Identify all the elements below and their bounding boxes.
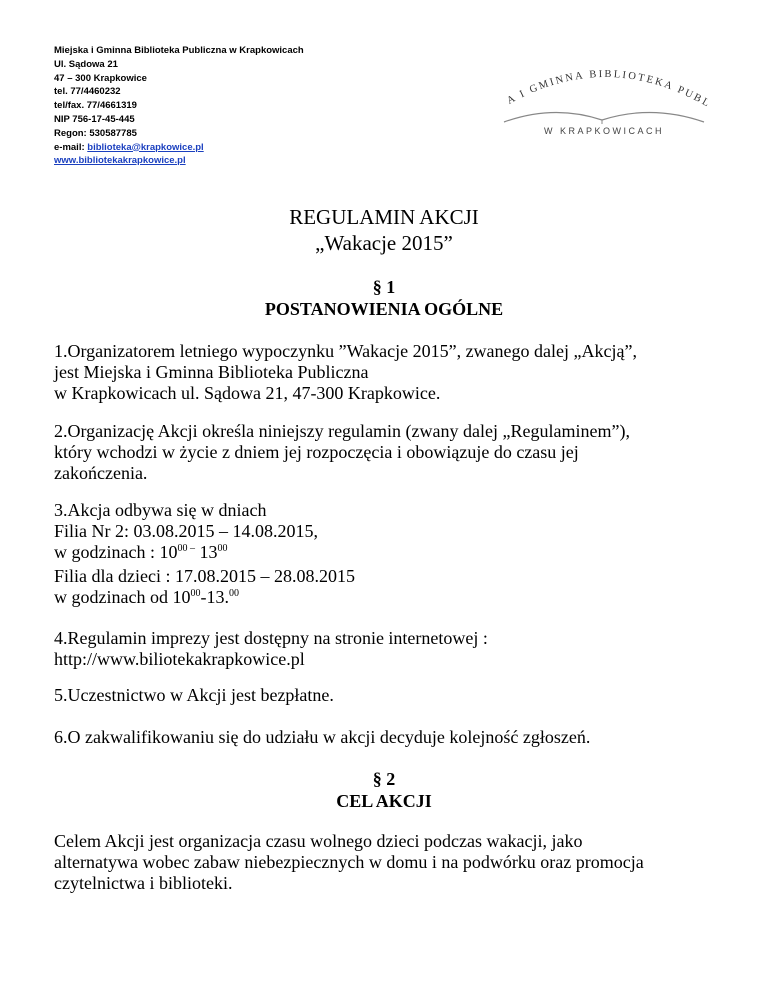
- paragraph-3-hours-1: w godzinach : $10^{00 -}$ $13^{00}$: [54, 542, 228, 562]
- regon: Regon: 530587785: [54, 127, 137, 139]
- library-name: Miejska i Gminna Biblioteka Publiczna w Krapkowicach: [54, 45, 304, 56]
- section-1-title: POSTANOWIENIA OGÓLNE: [264, 299, 504, 319]
- library-logo: [484, 54, 724, 154]
- paragraph-2-line: 2.Organizację Akcji określa niniejszy regulamin (zwany dalej „Regulaminem”),: [54, 421, 630, 441]
- paragraph-2: [54, 421, 714, 484]
- address-city: 47 – 300 Krapkowice: [54, 72, 147, 84]
- library-logo-graphic: [484, 54, 724, 154]
- paragraph-5: [54, 685, 714, 706]
- section-2-heading: [0, 768, 768, 812]
- title-line-2: „Wakacje 2015”: [315, 231, 453, 255]
- paragraph-3-hours-2: w godzinach od $10^{00}-13.00$: [54, 587, 239, 607]
- website-link[interactable]: www.bibliotekakrapkowice.pl: [54, 155, 186, 167]
- nip: NIP 756-17-45-445: [54, 113, 135, 125]
- paragraph-3-line: Filia dla dzieci : 17.08.2015 – 28.08.2015: [54, 566, 355, 586]
- paragraph-1-line: jest Miejska i Gminna Biblioteka Publiczna: [54, 362, 369, 382]
- section-2-line: Celem Akcji jest organizacja czasu wolnego dzieci podczas wakacji, jako: [54, 831, 583, 851]
- paragraph-1-line: w Krapkowicach ul. Sądowa 21, 47-300 Krapkowice.: [54, 383, 441, 403]
- open-book-icon: [504, 112, 704, 122]
- paragraph-3-line: 3.Akcja odbywa się w dniach: [54, 500, 267, 520]
- paragraph-4-line: 4.Regulamin imprezy jest dostępny na stronie internetowej :: [54, 628, 488, 648]
- fax: tel/fax. 77/4661319: [54, 100, 137, 112]
- title-line-1: REGULAMIN AKCJI: [289, 205, 479, 229]
- section-2-number: § 2: [372, 769, 396, 789]
- paragraph-6-line: 6.O zakwalifikowaniu się do udziału w akcji decyduje kolejność zgłoszeń.: [54, 727, 591, 747]
- paragraph-1: [54, 341, 714, 404]
- logo-bottom-text: W KRAPKOWICACH: [543, 126, 665, 136]
- paragraph-4-url: http://www.biliotekakrapkowice.pl: [54, 649, 305, 669]
- phone: tel. 77/4460232: [54, 86, 121, 98]
- library-contact-block: [54, 44, 304, 168]
- email-link[interactable]: biblioteka@krapkowice.pl: [87, 141, 204, 153]
- paragraph-2-line: zakończenia.: [54, 463, 148, 483]
- logo-arc-text: A I GMINNA BIBLIOTEKA PUBL: [505, 68, 713, 111]
- email-label: e-mail:: [54, 141, 88, 153]
- paragraph-3-line: Filia Nr 2: 03.08.2015 – 14.08.2015,: [54, 521, 318, 541]
- section-1-heading: [0, 276, 768, 320]
- email-line: [54, 141, 304, 155]
- address-street: Ul. Sądowa 21: [54, 58, 118, 70]
- paragraph-5-line: 5.Uczestnictwo w Akcji jest bezpłatne.: [54, 685, 334, 705]
- section-2-line: alternatywa wobec zabaw niebezpiecznych w domu i na podwórku oraz promocja: [54, 852, 644, 872]
- section-2-paragraph: [54, 831, 714, 894]
- section-1-number: § 1: [372, 277, 396, 297]
- paragraph-4: [54, 628, 714, 670]
- paragraph-6: [54, 727, 714, 748]
- paragraph-3: [54, 500, 714, 611]
- section-2-line: czytelnictwa i biblioteki.: [54, 873, 233, 893]
- paragraph-1-line: 1.Organizatorem letniego wypoczynku ”Wakacje 2015”, zwanego dalej „Akcją”,: [54, 341, 637, 361]
- section-2-title: CEL AKCJI: [336, 791, 432, 811]
- paragraph-2-line: który wchodzi w życie z dniem jej rozpoczęcia i obowiązuje do czasu jej: [54, 442, 579, 462]
- website-line: [54, 154, 304, 168]
- document-title: [0, 204, 768, 256]
